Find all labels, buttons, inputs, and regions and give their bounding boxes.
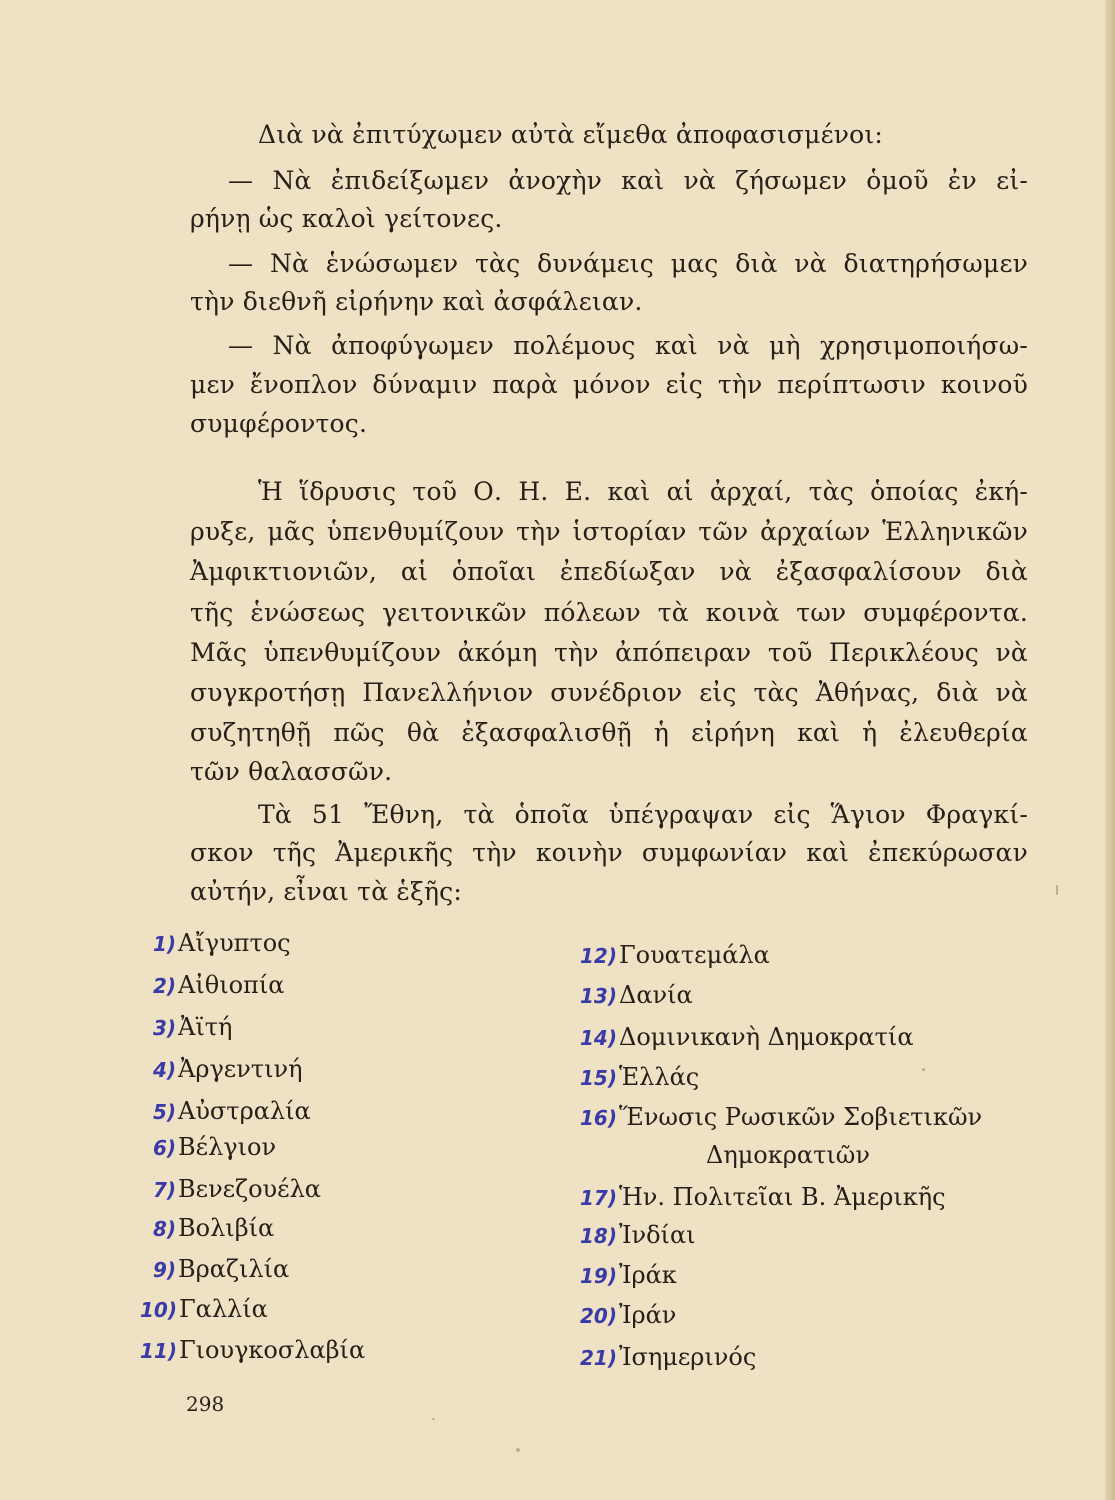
text-line: Τὰ 51 Ἔθνη, τὰ ὁποῖα ὑπέγραψαν εἰς Ἅγιον Φραγκί- [258,800,1028,829]
country-item [580,940,770,971]
country-item [140,1012,232,1043]
handwritten-number: 10) [140,1298,177,1322]
text-line: — Νὰ ἀποφύγωμεν πολέμους καὶ νὰ μὴ χρησιμοποιήσω- [228,331,1028,360]
country-name: Ἡν. Πολιτεῖαι Β. Ἀμερικῆς [618,1183,946,1211]
handwritten-number: 15) [580,1066,617,1090]
text-line: αὐτήν, εἶναι τὰ ἑξῆς: [190,877,463,906]
country-name: Ἀργεντινή [178,1055,303,1083]
text-line: μεν ἔνοπλον δύναμιν παρὰ μόνον εἰς τὴν περίπτωσιν κοινοῦ [190,370,1028,399]
country-name: Ἰράκ [618,1261,677,1289]
paper-speck [922,1068,925,1071]
paper-speck [516,1448,520,1452]
text-line: τῆς ἑνώσεως γειτονικῶν πόλεων τὰ κοινὰ των συμφέροντα. [190,598,1028,627]
country-name: Βέλγιον [178,1133,277,1161]
handwritten-number: 7) [152,1178,176,1202]
text-line: Διὰ νὰ ἐπιτύχωμεν αὐτὰ εἴμεθα ἀποφασισμένοι: [258,120,883,149]
country-item [580,980,693,1011]
handwritten-number: 18) [580,1224,617,1248]
handwritten-number: 2) [152,974,176,998]
country-item [580,1022,914,1053]
country-name: Ἰράν [618,1301,677,1329]
country-item [140,1213,274,1244]
country-item [140,1132,276,1163]
text-line: συγκροτήσῃ Πανελλήνιον συνέδριον εἰς τὰς Ἀθήνας, διὰ νὰ [190,678,1028,707]
handwritten-number: 21) [580,1346,617,1370]
country-name: Δανία [618,981,693,1009]
country-item [140,970,284,1001]
handwritten-number: 5) [152,1100,176,1124]
country-item [140,1294,268,1325]
country-item [580,1220,696,1251]
country-item [140,1254,289,1285]
text-line: Ἀμφικτιονιῶν, αἱ ὁποῖαι ἐπεδίωξαν νὰ ἐξασφαλίσουν διὰ [190,557,1028,586]
country-name: Αἰθιοπία [178,971,285,999]
country-name: Γουατεμάλα [618,941,770,969]
text-line: συζητηθῇ πῶς θὰ ἐξασφαλισθῇ ἡ εἰρήνη καὶ ἡ ἐλευθερία [190,718,1028,747]
text-line: σκον τῆς Ἀμερικῆς τὴν κοινὴν συμφωνίαν καὶ ἐπεκύρωσαν [190,838,1028,867]
handwritten-number: 19) [580,1264,617,1288]
handwritten-number: 12) [580,944,617,968]
country-item [580,1182,946,1213]
country-name: Ἑλλάς [618,1063,700,1091]
text-line: — Νὰ ἐπιδείξωμεν ἀνοχὴν καὶ νὰ ζήσωμεν ὁμοῦ ἐν εἰ- [228,166,1028,195]
country-name: Γαλλία [178,1295,268,1323]
country-name: Αὐστραλία [178,1097,311,1125]
text-line: — Νὰ ἑνώσωμεν τὰς δυνάμεις μας διὰ νὰ διατηρήσωμεν [228,249,1028,278]
text-line: συμφέροντος. [190,409,368,438]
country-name: Βολιβία [178,1214,275,1242]
handwritten-number: 4) [152,1058,176,1082]
country-name: Δημοκρατιῶν [706,1141,870,1169]
handwritten-number: 14) [580,1026,617,1050]
handwritten-number: 9) [152,1258,176,1282]
text-line: τῶν θαλασσῶν. [190,757,393,786]
country-name: Δομινικανὴ Δημοκρατία [618,1023,914,1051]
country-item [580,1342,756,1373]
country-item [580,1102,982,1133]
country-item-continuation [706,1140,870,1170]
text-line: Ἡ ἵδρυσις τοῦ Ο. Η. Ε. καὶ αἱ ἀρχαί, τὰς ὁποίας ἐκή- [258,477,1028,506]
country-name: Αἴγυπτος [178,929,291,957]
handwritten-number: 20) [580,1304,617,1328]
country-item [580,1260,677,1291]
country-name: Ἀϊτή [178,1013,233,1041]
country-item [140,928,291,959]
handwritten-number: 11) [140,1339,177,1363]
country-name: Βενεζουέλα [178,1175,321,1203]
paper-speck [1056,885,1058,895]
handwritten-number: 3) [152,1016,176,1040]
text-line: ρήνῃ ὡς καλοὶ γείτονες. [190,204,503,233]
country-name: Βραζιλία [178,1255,290,1283]
country-item [140,1174,321,1205]
handwritten-number: 1) [152,932,176,956]
page-spine-shadow [1105,0,1115,1500]
handwritten-number: 13) [580,984,617,1008]
country-name: Ἕνωσις Ρωσικῶν Σοβιετικῶν [618,1103,983,1131]
page-number: 298 [186,1392,225,1416]
handwritten-number: 6) [152,1136,176,1160]
country-name: Ἰνδίαι [618,1221,696,1249]
text-line: τὴν διεθνῆ εἰρήνην καὶ ἀσφάλειαν. [190,287,643,316]
handwritten-number: 16) [580,1106,617,1130]
country-name: Ἰσημερινός [618,1343,757,1371]
country-item [140,1335,365,1366]
country-item [140,1096,311,1127]
country-item [140,1054,302,1085]
country-item [580,1062,699,1093]
handwritten-number: 8) [152,1217,176,1241]
paper-speck [432,1418,435,1420]
country-item [580,1300,676,1331]
text-line: ρυξε, μᾶς ὑπενθυμίζουν τὴν ἱστορίαν τῶν ἀρχαίων Ἑλληνικῶν [190,517,1028,546]
text-line: Μᾶς ὑπενθυμίζουν ἀκόμη τὴν ἀπόπειραν τοῦ Περικλέους νὰ [190,638,1028,667]
country-name: Γιουγκοσλαβία [178,1336,366,1364]
handwritten-number: 17) [580,1186,617,1210]
